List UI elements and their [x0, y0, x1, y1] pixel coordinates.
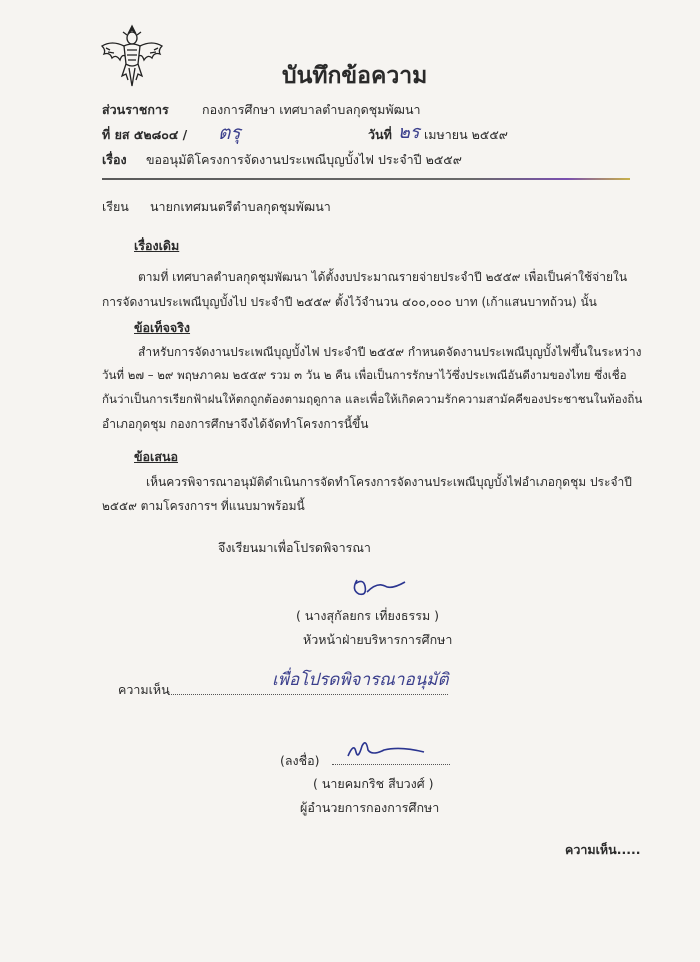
facts-heading: ข้อเท็จจริง — [134, 320, 191, 335]
facts-line-2: วันที่ ๒๗ – ๒๙ พฤษภาคม ๒๕๕๙ รวม ๓ วัน ๒ คืน เพื่อเป็นการรักษาไว้ซึ่งประเพณีอันดีงามของไทย ซึ่งเชื่อ — [102, 368, 627, 382]
proposal-heading: ข้อเสนอ — [134, 449, 179, 464]
addressee-value: นายกเทศมนตรีตำบลกุดชุมพัฒนา — [150, 199, 331, 214]
agency-value: กองการศึกษา เทศบาลตำบลกุดชุมพัฒนา — [202, 102, 421, 117]
ref-number-handwritten: ตรุ — [218, 122, 241, 144]
proposal-line-1: เห็นควรพิจารณาอนุมัติดำเนินการจัดทำโครงการจัดงานประเพณีบุญบั้งไฟอำเภอกุดชุม ประจำปี — [146, 475, 632, 489]
footer-opinion-label: ความเห็น..... — [565, 842, 641, 857]
facts-line-1: สำหรับการจัดงานประเพณีบุญบั้งไฟ ประจำปี ๒๕๕๙ กำหนดจัดงานประเพณีบุญบั้งไฟขึ้นในระหว่าง — [138, 345, 642, 359]
agency-label: ส่วนราชการ — [102, 102, 169, 117]
proposal-line-2: ๒๕๕๙ ตามโครงการฯ ที่แนบมาพร้อมนี้ — [102, 499, 305, 513]
signer1-position: หัวหน้าฝ่ายบริหารการศึกษา — [303, 632, 453, 647]
subject-label: เรื่อง — [102, 152, 127, 167]
background-line-1: ตามที่ เทศบาลตำบลกุดชุมพัฒนา ได้ตั้งงบประมาณรายจ่ายประจำปี ๒๕๕๙ เพื่อเป็นค่าใช้จ่ายใน — [138, 270, 628, 284]
signature-1 — [345, 572, 415, 602]
date-month-year: เมษายน ๒๕๕๙ — [424, 127, 508, 142]
background-line-2: การจัดงานประเพณีบุญบั้งไป ประจำปี ๒๕๕๙ ตั้งไว้จำนวน ๔๐๐,๐๐๐ บาท (เก้าแสนบาทถ้วน) นั้น — [102, 295, 597, 309]
date-day-handwritten: ๒ร — [398, 122, 420, 143]
facts-line-3: กันว่าเป็นการเรียกฟ้าฝนให้ตกถูกต้องตามฤดูกาล และเพื่อให้เกิดความรักความสามัคคีของประชาชนในท้องถิ่น — [102, 392, 643, 406]
opinion-handwritten: เพื่อโปรดพิจารณาอนุมัติ — [272, 670, 449, 690]
header-divider — [102, 178, 630, 180]
signature-2 — [340, 734, 430, 762]
page-title: บันทึกข้อความ — [282, 63, 428, 89]
signer2-name: ( นายคมกริช สีบวงศ์ ) — [313, 776, 434, 791]
signer2-position: ผู้อำนวยการกองการศึกษา — [300, 800, 440, 815]
date-label: วันที่ — [368, 127, 392, 142]
addressee-label: เรียน — [102, 199, 129, 214]
opinion-label: ความเห็น — [118, 682, 170, 697]
garuda-emblem-icon — [96, 20, 168, 92]
closing-text: จึงเรียนมาเพื่อโปรดพิจารณา — [218, 540, 371, 555]
opinion-dotted-line — [168, 694, 448, 695]
sign-dotted-line — [332, 764, 450, 765]
ref-label: ที่ ยส ๕๒๘๐๔ / — [102, 127, 188, 142]
signer1-name: ( นางสุกัลยกร เที่ยงธรรม ) — [296, 608, 440, 623]
facts-line-4: อำเภอกุดชุม กองการศึกษาจึงได้จัดทำโครงการนี้ขึ้น — [102, 417, 369, 431]
subject-value: ขออนุมัติโครงการจัดงานประเพณีบุญบั้งไฟ ประจำปี ๒๕๕๙ — [146, 152, 462, 167]
background-heading: เรื่องเดิม — [134, 238, 180, 253]
sign-label: (ลงชื่อ) — [280, 753, 320, 768]
